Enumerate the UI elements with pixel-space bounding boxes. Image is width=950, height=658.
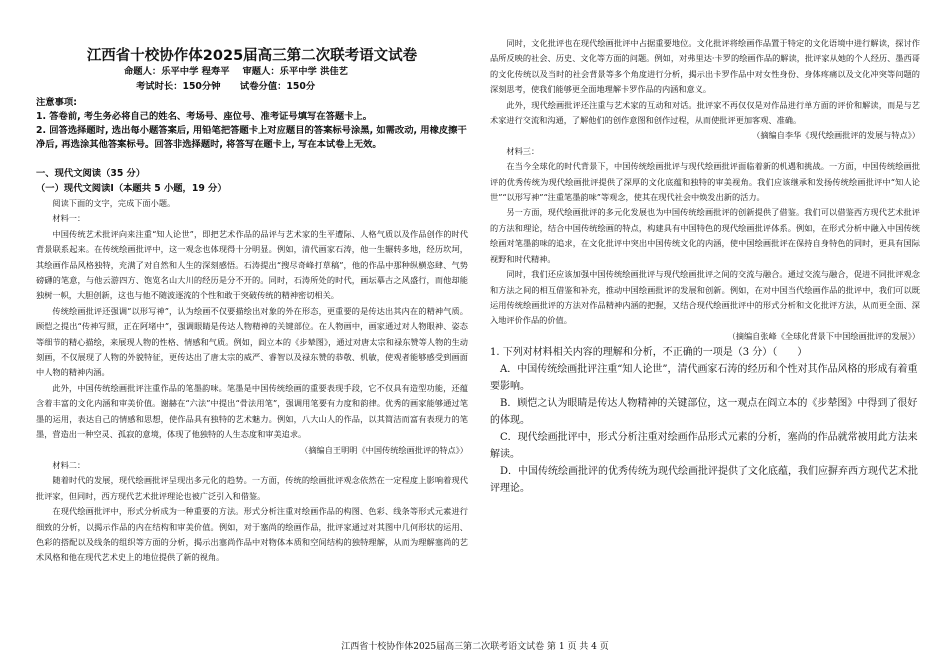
page-footer: 江西省十校协作体2025届高三第二次联考语文试卷 第 1 页 共 4 页 [341, 642, 609, 652]
material-label: 材料三： [506, 145, 540, 156]
paragraph: 此外，中国传统绘画批评注重作品的笔墨韵味。笔墨是中国传统绘画的重要表现手段，它不仅具有造型功能，还蕴含着丰富的文化内涵和审美价值。谢赫在“六法”中提出“骨法用笔”，强调用笔要有力度和韵律。优秀的画家能够通过笔墨的运用，表达自己的情感和思想，使作品具有独特的艺术魅力。例如，八大山人的作品，以其简洁而富有表现力的笔墨，营造出一种空灵、孤寂的意境，体现了他独特的人生态度和审美追求。 [36, 382, 468, 440]
paragraph: 在现代绘画批评中，形式分析成为一种重要的方法。形式分析注重对绘画作品的构图、色彩、线条等形式元素进行细致的分析，以揭示作品的内在结构和审美价值。例如，对于塞尚的绘画作品，批评家通过对其图中几何形状的运用、色彩的搭配以及线条的组织等方面的分析，揭示出塞尚作品中对物体本质和空间结构的独特理解，从而为理解塞尚的艺术风格和他在现代艺术史上的地位提供了新的视角。 [36, 506, 468, 563]
question-option: D．中国传统绘画批评的优秀传统为现代绘画批评提供了文化底蕴，我们应摒弃西方现代艺术批评理论。 [490, 466, 919, 495]
paragraph: 随着时代的发展，现代绘画批评呈现出多元化的趋势。一方面，传统的绘画批评观念依然在一定程度上影响着现代批评家，但同时，西方现代艺术批评理论也被广泛引入和借鉴。 [36, 475, 468, 501]
paragraph: 传统绘画批评还强调“以形写神”，认为绘画不仅要描绘出对象的外在形态，更重要的是传达出其内在的精神气质。顾恺之提出“传神写照，正在阿堵中”，强调眼睛是传达人物精神的关键部位。在人物画中，画家通过对人物眼神、姿态等细节的精心描绘，来展现人物的性格、情感和气质。例如，阎立本的《步辇图》，通过对唐太宗和禄东赞等人物的生动刻画，不仅展现了人物的外貌特征，更传达出了唐太宗的威严、睿智以及禄东赞的恭敬、机敏，使观者能够感受到画面中人物的精神内涵。 [36, 305, 468, 378]
material-label: 材料一： [52, 213, 86, 224]
notice-heading: 注意事项: [36, 97, 77, 108]
question-stem: 1. 下列对材料相关内容的理解和分析，不正确的一项是（3 分）（ ） [490, 347, 808, 359]
subsection-heading: （一）现代文阅读Ⅰ（本题共 5 小题，19 分） [36, 183, 227, 194]
duration: 考试时长：150分钟 [136, 80, 221, 92]
paragraph: 同时，我们还应该加强中国传统绘画批评与现代绘画批评之间的交流与融合。通过交流与融合，促进不同批评观念和方法之间的相互借鉴和补充，推动中国绘画批评的发展和创新。例如，在对中国当代绘画作品的批评中，我们可以既运用传统绘画批评的方法对作品精神内涵的把握，又结合现代绘画批评中的形式分析和文化批评方法，从而更全面、深入地评价作品的价值。 [490, 269, 920, 326]
paragraph: 此外，现代绘画批评还注重与艺术家的互动和对话。批评家不再仅仅是对作品进行单方面的评价和解读，而是与艺术家进行交流和沟通，了解他们的创作意图和创作过程，从而使批评更加客观、准确。 [490, 99, 920, 126]
paragraph: 另一方面，现代绘画批评的多元化发展也为中国传统绘画批评的创新提供了借鉴。我们可以借鉴西方现代艺术批评的方法和理论，结合中国传统绘画的特点，构建具有中国特色的现代绘画批评体系。例如，在形式分析中融入中国传统绘画对笔墨韵味的追求，在文化批评中突出中国传统文化的内涵，使中国绘画批评在保持自身特色的同时，更具有国际视野和时代精神。 [490, 207, 920, 264]
notice-item: 1. 答卷前, 考生务必将自己的姓名、考场号、座位号、准考证号填写在答题卡上。 [36, 111, 373, 122]
exam-title: 江西省十校协作体2025届高三第二次联考语文试卷 [86, 48, 418, 64]
source-citation: （摘编自张峰《全球化背景下中国绘画批评的发展》） [727, 330, 920, 341]
source-citation: （摘编自李华《现代绘画批评的发展与特点》） [752, 130, 920, 141]
score: 试卷分值：150分 [239, 80, 316, 92]
source-citation: （摘编自王明明《中国传统绘画批评的特点》） [300, 444, 468, 455]
material-label: 材料二： [52, 459, 86, 470]
section-heading: 一、现代文阅读（35 分） [36, 168, 146, 179]
left-column [36, 96, 468, 563]
exam-meta [124, 65, 348, 94]
question-option: B．顾恺之认为眼睛是传达人物精神的关键部位，这一观点在阎立本的《步辇图》中得到了很好的体现。 [490, 398, 918, 427]
question-option: A．中国传统绘画批评注重“知人论世”，清代画家石涛的经历和个性对其作品风格的形成有着重要影响。 [490, 364, 918, 393]
paragraph: 同时，文化批评也在现代绘画批评中占据重要地位。文化批评将绘画作品置于特定的文化语境中进行解读，探讨作品所反映的社会、历史、文化等方面的问题。例如，对弗里达·卡罗的绘画作品的解读，批评家从她的个人经历、墨西哥的文化传统以及当时的社会背景等多个角度进行分析，揭示出卡罗作品中对女性身份、身体疼痛以及文化冲突等问题的深刻思考，使我们能够更全面地理解卡罗作品的内涵和意义。 [490, 38, 920, 95]
reviewer: 审题人：乐平中学 洪佳艺 [242, 66, 348, 77]
question-option: C．现代绘画批评中，形式分析注重对绘画作品形式元素的分析，塞尚的作品就常被用此方法来解读。 [490, 432, 918, 461]
paragraph: 中国传统艺术批评向来注重“知人论世”，即把艺术作品的品评与艺术家的生平遭际、人格气质以及作品创作的时代背景联系起来。在传统绘画批评中，这一观念也体现得十分明显。例如，清代画家石涛，他一生辗转多地，经历坎坷，其绘画作品风格独特，充满了对自然和人生的深刻感悟。石涛提出“搜尽奇峰打草稿”，他的作品中那种纵横恣肆、气势磅礴的笔意，与他云游四方、饱览名山大川的经历是分不开的。同时，石涛所处的时代，画坛摹古之风盛行，而他却能独树一帜，大胆创新，这也与他不随波逐流的个性和敢于突破传统的精神密切相关。 [36, 228, 468, 301]
reading-intro: 阅读下面的文字，完成下面小题。 [52, 198, 176, 208]
notice-item: 2. 回答选择题时, 选出每小题答案后, 用铅笔把答题卡上对应题目的答案标号涂黑, 如需改动, 用橡皮擦干净后, 再选涂其他答案标号。回答非选择题时, 将答写在题卡上, 写在本试卷上无效。 [36, 125, 467, 150]
right-column [490, 36, 920, 497]
proposer: 命题人：乐平中学 程寿平 [124, 66, 230, 77]
paragraph: 在当今全球化的时代背景下，中国传统绘画批评与现代绘画批评面临着新的机遇和挑战。一方面，中国传统绘画批评的优秀传统为现代绘画批评提供了深厚的文化底蕴和独特的审美视角。我们应该继承和发扬传统绘画批评中“知人论世”“以形写神”“注重笔墨韵味”等观念，使其在现代社会中焕发出新的活力。 [490, 161, 920, 203]
